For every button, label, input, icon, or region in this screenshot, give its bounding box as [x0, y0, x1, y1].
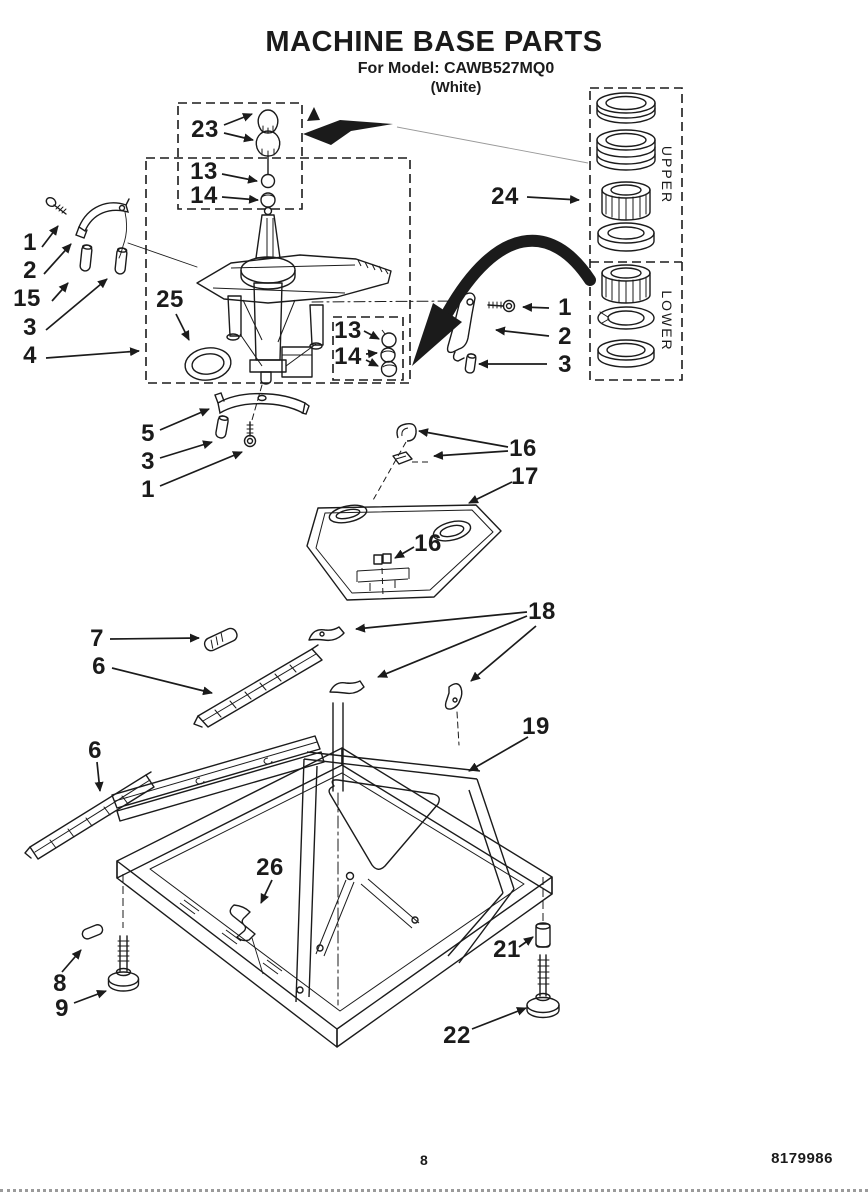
- callout-16-mid: 16: [414, 530, 442, 557]
- thrust-kit-parts: [381, 330, 397, 377]
- callout-3-bottom: 3: [141, 448, 155, 475]
- color-line: (White): [430, 79, 482, 96]
- gearcase-brace-parts: [215, 385, 309, 447]
- kit-reference-line: [397, 127, 588, 163]
- callout-15: 15: [13, 285, 41, 312]
- callout-14-top: 14: [190, 182, 218, 209]
- callout-2-left: 2: [23, 257, 37, 284]
- dashed-boxes: [146, 88, 682, 383]
- left-fastener-set: [45, 196, 197, 275]
- suspension-rails: [25, 626, 462, 1005]
- base-frame: [112, 736, 552, 1047]
- callout-17: 17: [511, 463, 539, 490]
- page-title: MACHINE BASE PARTS: [265, 26, 603, 58]
- callout-19: 19: [522, 713, 550, 740]
- callout-13-mid: 13: [334, 317, 362, 344]
- callout-9: 9: [55, 995, 69, 1022]
- callout-4: 4: [23, 342, 37, 369]
- cap-and-thrust-parts: [256, 110, 279, 215]
- callout-26: 26: [256, 854, 284, 881]
- callout-1-right: 1: [558, 294, 572, 321]
- motor-platform: [307, 424, 501, 600]
- bearing-kit-parts: [597, 93, 655, 367]
- callout-23: 23: [191, 116, 219, 143]
- callout-21: 21: [493, 936, 521, 963]
- leveling-legs: [81, 923, 559, 1018]
- bearing-kit-lower-label: LOWER: [659, 290, 675, 352]
- kit-arrow-upper: [303, 120, 393, 145]
- callout-18: 18: [528, 598, 556, 625]
- callout-16-top: 16: [509, 435, 537, 462]
- document-number: 8179986: [771, 1150, 833, 1167]
- callout-24: 24: [491, 183, 519, 210]
- callout-7: 7: [90, 625, 104, 652]
- ground-clip: [230, 905, 263, 974]
- callout-6-top: 6: [92, 653, 106, 680]
- callout-13-top: 13: [190, 158, 218, 185]
- seal-ring: [183, 345, 233, 383]
- callout-1-left: 1: [23, 229, 37, 256]
- callout-5: 5: [141, 420, 155, 447]
- page-bottom-edge: [0, 1189, 868, 1192]
- callout-8: 8: [53, 970, 67, 997]
- callout-22: 22: [443, 1022, 471, 1049]
- model-line: For Model: CAWB527MQ0: [357, 60, 555, 77]
- locknut-pin-8: [81, 923, 104, 940]
- callout-2-right: 2: [558, 323, 572, 350]
- gearcase-kit-box: [146, 158, 410, 383]
- callout-6-bottom: 6: [88, 737, 102, 764]
- kit-arrow-upper-tick: [307, 107, 320, 121]
- callout-14-mid: 14: [334, 343, 362, 370]
- page-number: 8: [420, 1152, 428, 1168]
- callout-25: 25: [156, 286, 184, 313]
- bearing-kit-upper-label: UPPER: [659, 145, 675, 205]
- callout-3-left: 3: [23, 314, 37, 341]
- callout-1-bottom: 1: [141, 476, 155, 503]
- callout-3-right: 3: [558, 351, 572, 378]
